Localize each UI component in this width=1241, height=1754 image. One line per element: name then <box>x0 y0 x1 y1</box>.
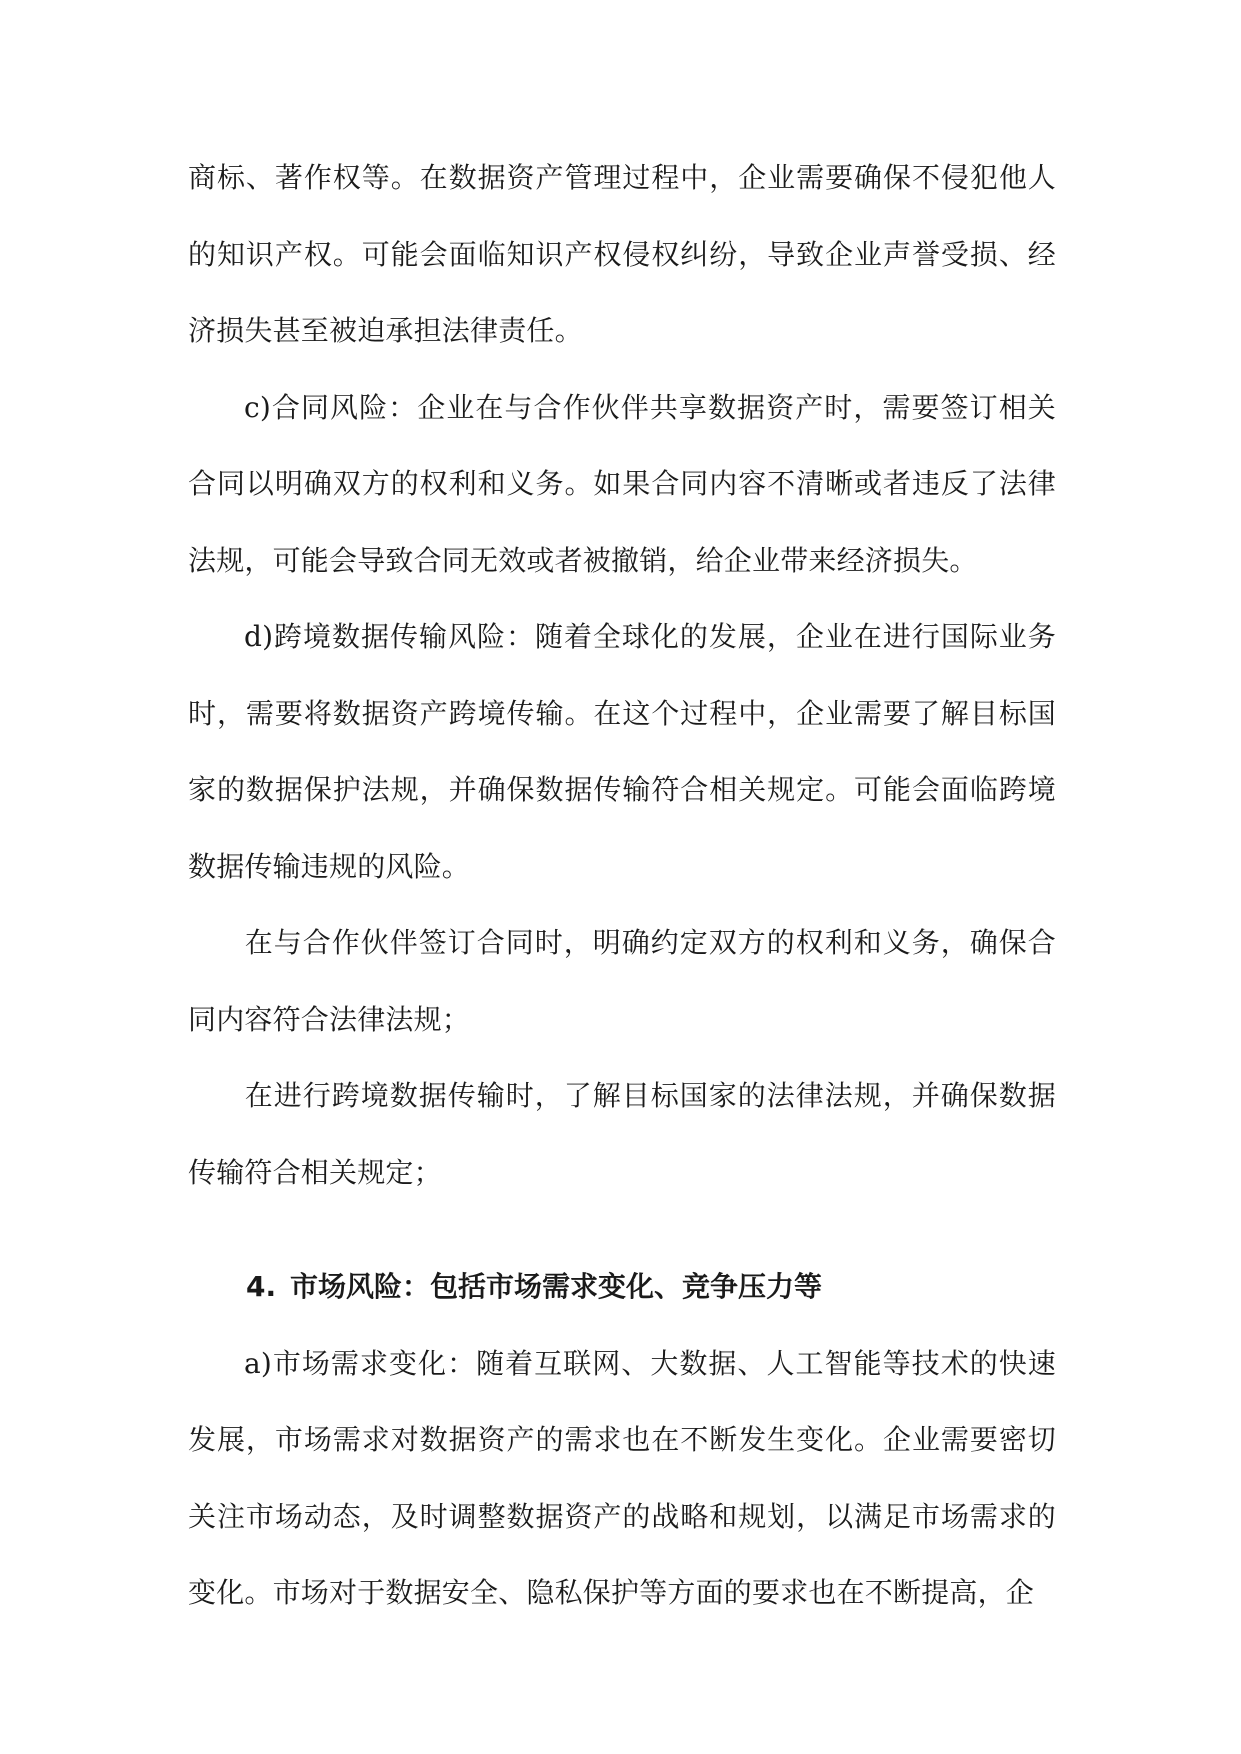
paragraph-cross-border-measure <box>188 1058 1056 1211</box>
heading-number: 4. <box>246 1270 277 1303</box>
paragraph-text: 在与合作伙伴签订合同时，明确约定双方的权利和义务，确保合同内容符合法律法规； <box>188 926 1056 1036</box>
heading-text: 市场风险：包括市场需求变化、竞争压力等 <box>290 1270 823 1303</box>
paragraph-cross-border-risk <box>188 599 1056 905</box>
paragraph-contract-risk <box>188 370 1056 600</box>
paragraph-text: c)合同风险：企业在与合作伙伴共享数据资产时，需要签订相关合同以明确双方的权利和义务。如果合同内容不清晰或者违反了法律法规，可能会导致合同无效或者被撤销，给企业带来经济损失。 <box>188 390 1056 577</box>
paragraph-text: d)跨境数据传输风险：随着全球化的发展，企业在进行国际业务时，需要将数据资产跨境传输。在这个过程中，企业需要了解目标国家的数据保护法规，并确保数据传输符合相关规定。可能会面临跨境数据传输违规的风险。 <box>188 620 1056 883</box>
paragraph-text: 商标、著作权等。在数据资产管理过程中，企业需要确保不侵犯他人的知识产权。可能会面临知识产权侵权纠纷，导致企业声誉受损、经济损失甚至被迫承担法律责任。 <box>188 161 1056 347</box>
paragraph-text: a)市场需求变化：随着互联网、大数据、人工智能等技术的快速发展，市场需求对数据资产的需求也在不断发生变化。企业需要密切关注市场动态，及时调整数据资产的战略和规划，以满足市场需求的变化。市场对于数据安全、隐私保护等方面的要求也在不断提高，企 <box>188 1346 1056 1609</box>
document-page <box>188 140 1056 1632</box>
section-heading-market-risk <box>188 1249 1056 1326</box>
paragraph-text: 在进行跨境数据传输时，了解目标国家的法律法规，并确保数据传输符合相关规定； <box>188 1079 1056 1189</box>
paragraph-market-demand <box>188 1326 1056 1632</box>
paragraph-contract-measure <box>188 905 1056 1058</box>
section-gap <box>188 1211 1056 1249</box>
paragraph-ip-risk <box>188 140 1056 370</box>
